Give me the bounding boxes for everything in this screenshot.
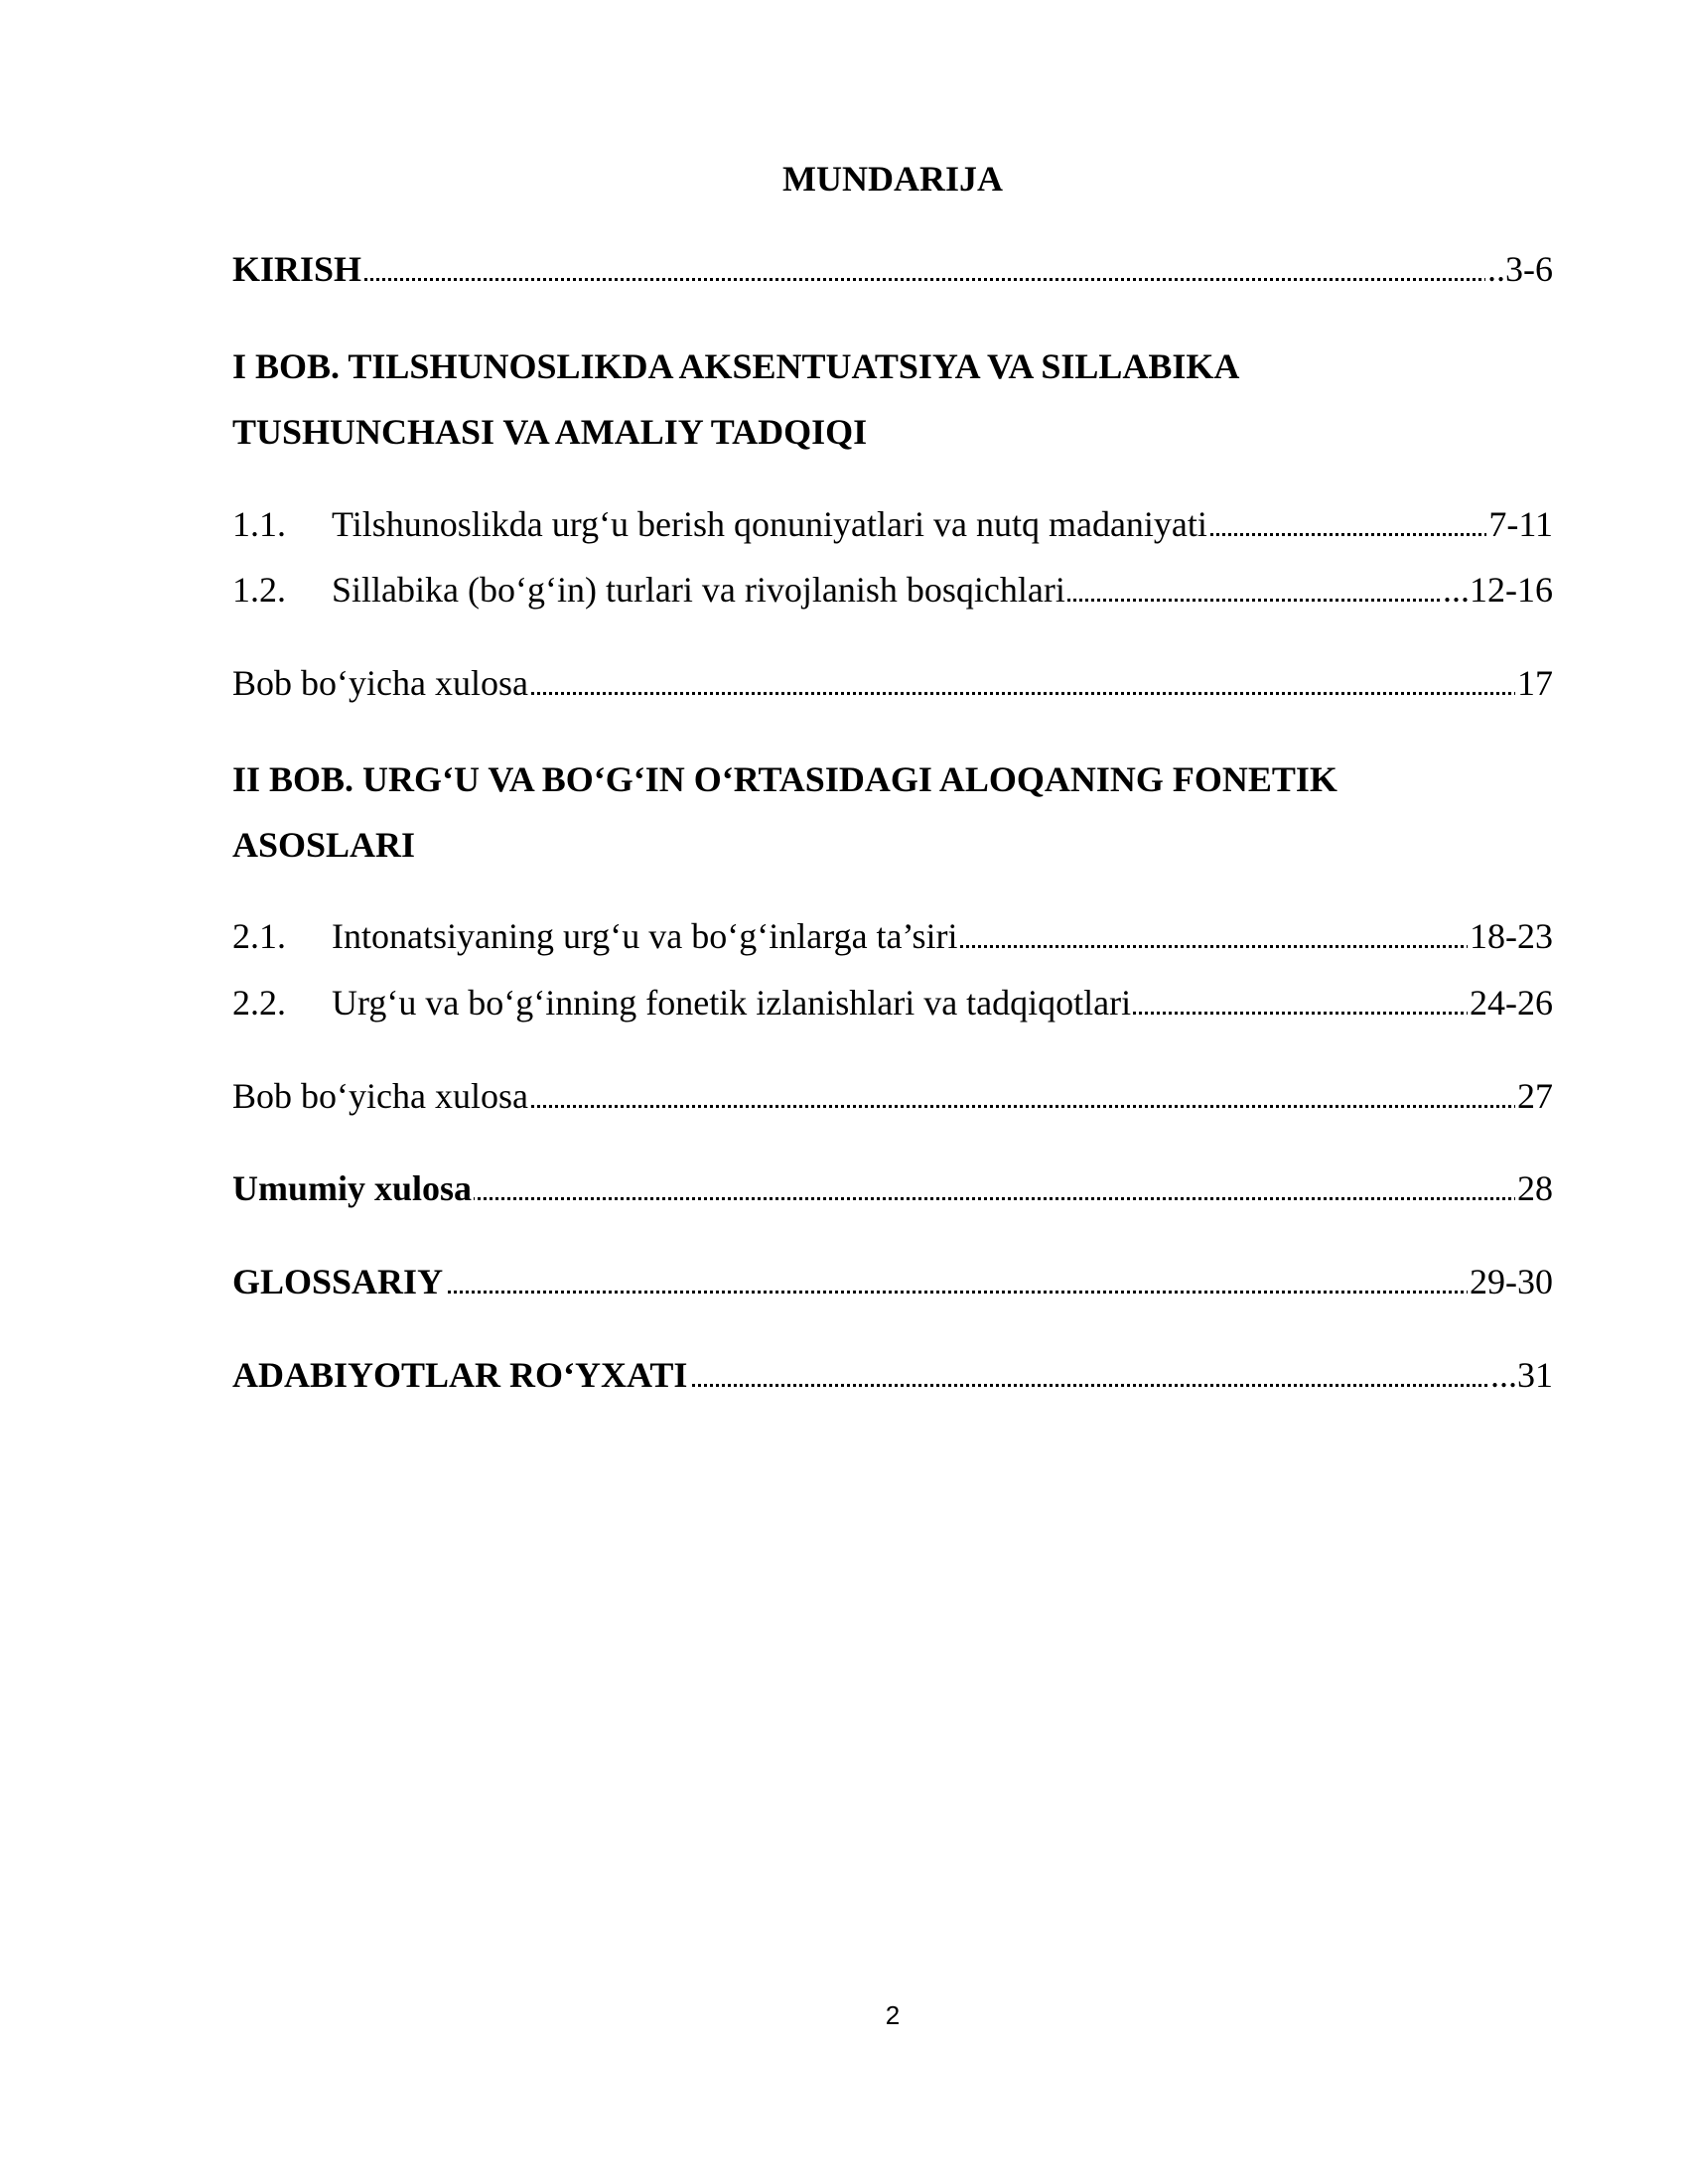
toc-entry-page: ...12-16: [1441, 565, 1553, 614]
toc-entry-label: [232, 911, 960, 961]
toc-entry-bob-xulosa-2[interactable]: [232, 1071, 1553, 1121]
toc-entry-page: 7-11: [1486, 499, 1553, 549]
toc-entry-label: Umumiy xulosa: [232, 1163, 474, 1213]
toc-entry-bob-xulosa-1[interactable]: [232, 658, 1553, 708]
section-title: Intonatsiyaning urg‘u va bo‘g‘inlarga ta’siri: [332, 916, 958, 956]
toc-entry-page: 18-23: [1468, 911, 1553, 961]
toc-entry-label: Bob bo‘yicha xulosa: [232, 658, 530, 708]
toc-entry-page: 17: [1515, 658, 1553, 708]
toc-title: MUNDARIJA: [782, 159, 1003, 199]
toc-entry-label: [232, 499, 1209, 549]
page-number: 2: [885, 2000, 901, 2030]
chapter-heading-2[interactable]: [232, 747, 1553, 878]
toc-entry-page: 24-26: [1468, 978, 1553, 1027]
chapter-heading-line: II BOB. URG‘U VA BO‘G‘IN O‘RTASIDAGI ALOQANING FONETIK: [232, 759, 1337, 799]
toc-entry-label: Bob bo‘yicha xulosa: [232, 1071, 530, 1121]
toc-entry-1-1[interactable]: [232, 499, 1553, 549]
chapter-heading-line: TUSHUNCHASI VA AMALIY TADQIQI: [232, 412, 868, 452]
toc-entry-label: [232, 978, 1133, 1027]
toc-entry-2-2[interactable]: [232, 978, 1553, 1027]
toc-entry-kirish[interactable]: [232, 244, 1553, 294]
toc-entry-page: 29-30: [1468, 1257, 1553, 1306]
section-number: 1.1.: [232, 504, 286, 544]
chapter-heading-1[interactable]: [232, 334, 1553, 465]
toc-entry-2-1[interactable]: [232, 911, 1553, 961]
toc-entry-adabiyotlar[interactable]: [232, 1350, 1553, 1400]
section-title: Urg‘u va bo‘g‘inning fonetik izlanishlari va tadqiqotlari: [332, 983, 1132, 1023]
toc-entry-glossariy[interactable]: [232, 1257, 1553, 1306]
toc-entry-page: ...31: [1488, 1350, 1553, 1400]
toc-entry-umumiy-xulosa[interactable]: [232, 1163, 1553, 1213]
toc-entry-label: GLOSSARIY: [232, 1257, 445, 1306]
dot-leader: [232, 278, 1553, 281]
toc-entry-label: [232, 565, 1067, 614]
chapter-heading-line: I BOB. TILSHUNOSLIKDA AKSENTUATSIYA VA SILLABIKA: [232, 346, 1240, 386]
section-title: Sillabika (bo‘g‘in) turlari va rivojlanish bosqichlari: [332, 570, 1065, 610]
section-number: 2.1.: [232, 916, 286, 956]
toc-entry-label: ADABIYOTLAR RO‘YXATI: [232, 1350, 689, 1400]
toc-entry-label: KIRISH: [232, 244, 363, 294]
section-number: 1.2.: [232, 570, 286, 610]
toc-entry-page: ..3-6: [1485, 244, 1553, 294]
chapter-heading-line: ASOSLARI: [232, 825, 416, 865]
toc-entry-page: 27: [1515, 1071, 1553, 1121]
toc-entry-page: 28: [1515, 1163, 1553, 1213]
toc-entry-1-2[interactable]: [232, 565, 1553, 614]
section-title: Tilshunoslikda urg‘u berish qonuniyatlari va nutq madaniyati: [332, 504, 1207, 544]
section-number: 2.2.: [232, 983, 286, 1023]
document-page: [232, 0, 1553, 2184]
